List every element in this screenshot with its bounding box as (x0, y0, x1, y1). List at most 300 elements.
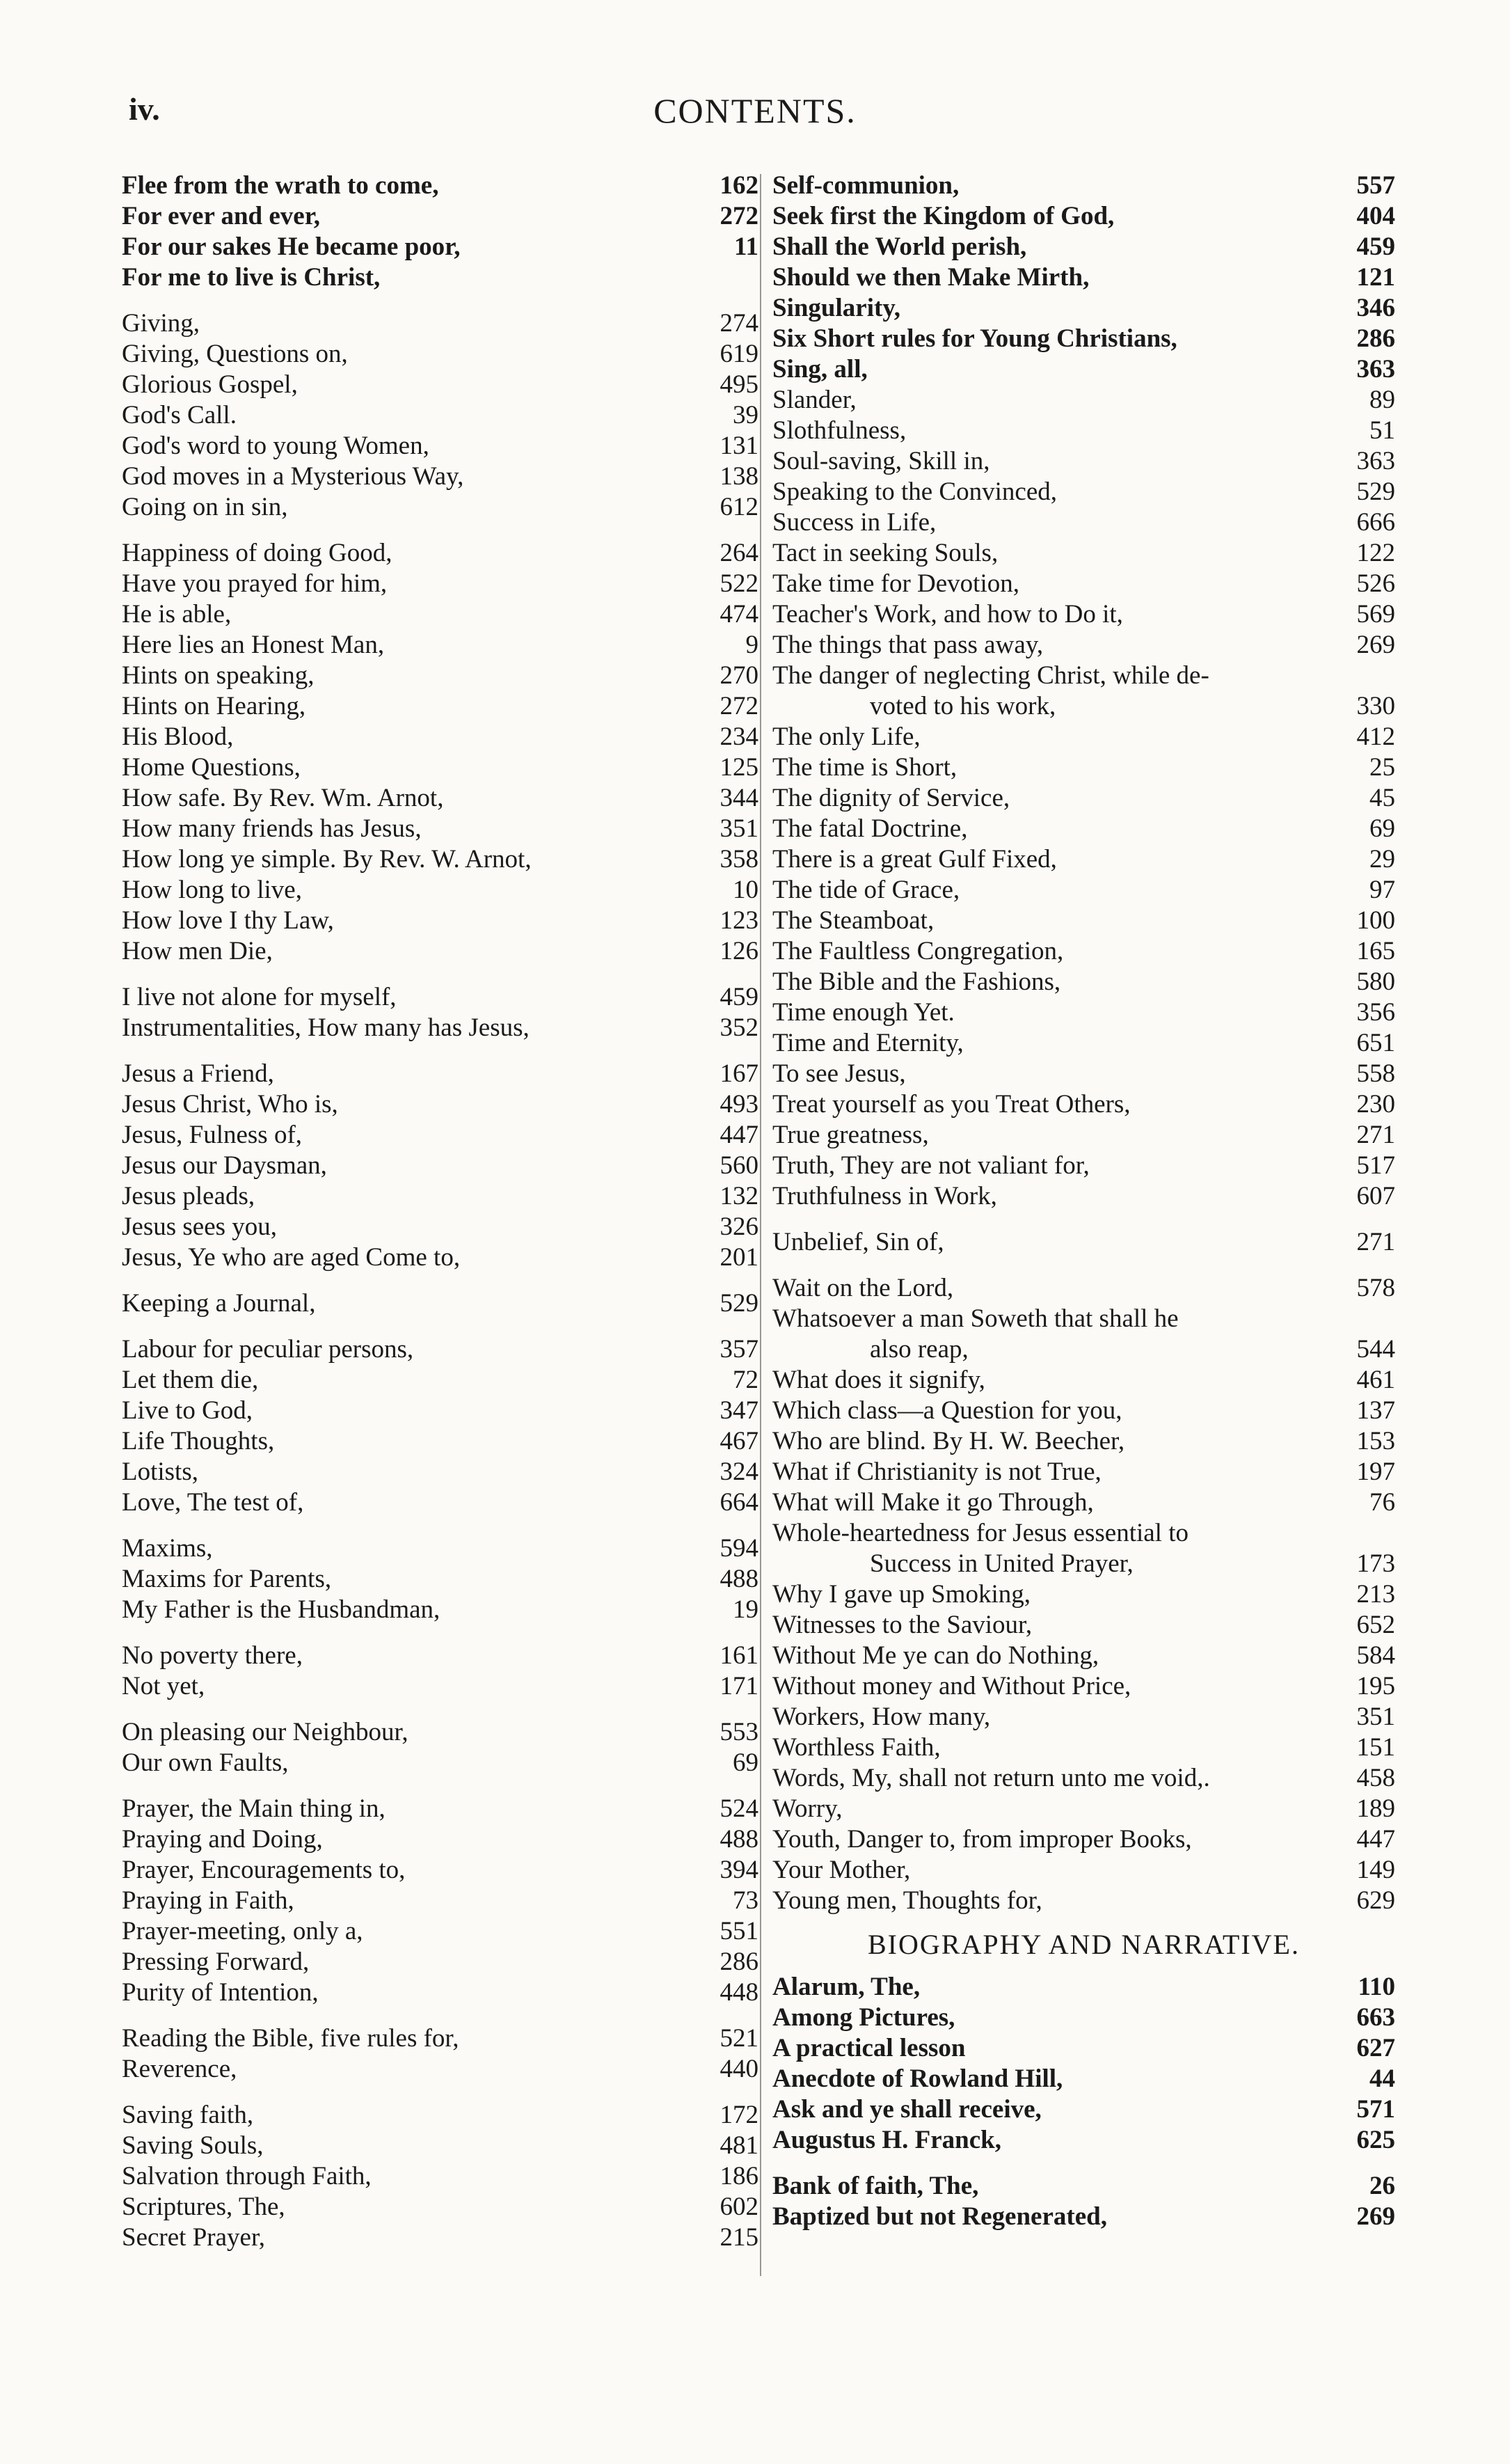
contents-entry (122, 492, 758, 523)
contents-entry (122, 370, 758, 400)
entry-title: voted to his work, (870, 692, 1056, 720)
entry-page-number: 578 (1356, 1274, 1395, 1302)
entry-title: Witnesses to the Saviour, (772, 1611, 1033, 1639)
contents-entry (122, 1212, 758, 1242)
entry-page-number: 404 (1356, 202, 1395, 230)
left-column (122, 171, 758, 2253)
entry-title: Truthfulness in Work, (772, 1182, 997, 1210)
entry-title: Unbelief, Sin of, (772, 1228, 944, 1256)
entry-title: Jesus pleads, (122, 1182, 255, 1210)
contents-entry (122, 1748, 758, 1778)
entry-title: Treat yourself as you Treat Others, (772, 1090, 1131, 1119)
contents-entry (122, 1151, 758, 1181)
contents-entry (772, 1855, 1395, 1886)
entry-title: His Blood, (122, 722, 234, 751)
contents-entry (122, 1824, 758, 1855)
contents-entry (122, 814, 758, 844)
entry-title: Words, My, shall not return unto me void,. (772, 1764, 1210, 1792)
entry-title: How long to live, (122, 876, 302, 904)
entry-page-number: 138 (720, 462, 758, 491)
contents-entry (772, 1732, 1395, 1763)
contents-entry (772, 477, 1395, 507)
contents-entry (122, 1457, 758, 1487)
entry-title: Reading the Bible, five rules for, (122, 2024, 459, 2053)
entry-title: Ask and ye shall receive, (772, 2095, 1042, 2124)
entry-page-number: 9 (745, 631, 758, 659)
entry-title: Have you prayed for him, (122, 569, 388, 598)
entry-page-number: 137 (1356, 1396, 1395, 1425)
entry-page-number: 488 (720, 1565, 758, 1593)
entry-page-number: 100 (1356, 906, 1395, 935)
entry-title: Success in Life, (772, 508, 937, 537)
entry-title: The danger of neglecting Christ, while de- (772, 661, 1209, 690)
entry-title: Seek first the Kingdom of God, (772, 202, 1115, 230)
entry-title: The tide of Grace, (772, 876, 960, 904)
entry-title: The Bible and the Fashions, (772, 968, 1061, 996)
group-spacer (122, 2085, 758, 2100)
entry-title: Speaking to the Convinced, (772, 477, 1057, 506)
entry-page-number: 664 (720, 1488, 758, 1517)
entry-title: Purity of Intention, (122, 1978, 319, 2007)
entry-title: I live not alone for myself, (122, 983, 397, 1011)
contents-entry (772, 1396, 1395, 1426)
contents-entry (122, 2100, 758, 2131)
entry-title: Giving, (122, 309, 200, 338)
entry-page-number: 10 (733, 876, 758, 904)
entry-page-number: 326 (720, 1213, 758, 1241)
contents-entry (772, 569, 1395, 599)
contents-entry (772, 1487, 1395, 1518)
entry-title: God's word to young Women, (122, 432, 429, 460)
entry-page-number: 186 (720, 2162, 758, 2190)
entry-page-number: 173 (1356, 1549, 1395, 1578)
contents-entry (772, 201, 1395, 232)
entry-title: Giving, Questions on, (122, 340, 348, 368)
entry-page-number: 195 (1356, 1672, 1395, 1700)
entry-title: Pressing Forward, (122, 1948, 310, 1976)
entry-page-number: 459 (720, 983, 758, 1011)
group-spacer (122, 2008, 758, 2023)
contents-entry (772, 752, 1395, 783)
entry-title: The Faultless Congregation, (772, 937, 1064, 965)
entry-title: Prayer-meeting, only a, (122, 1917, 363, 1945)
entry-title: For our sakes He became poor, (122, 232, 461, 261)
entry-title: Time and Eternity, (772, 1029, 964, 1057)
contents-entry (772, 1426, 1395, 1457)
contents-entry (122, 1181, 758, 1212)
contents-entry (122, 1059, 758, 1089)
entry-page-number: 271 (1356, 1121, 1395, 1149)
entry-title: Your Mother, (772, 1856, 911, 1884)
entry-title: Take time for Devotion, (772, 569, 1019, 598)
page-number: iv. (129, 91, 160, 127)
entry-page-number: 45 (1369, 784, 1395, 812)
contents-entry (122, 171, 758, 201)
entry-page-number: 526 (1356, 569, 1395, 598)
entry-title: Jesus a Friend, (122, 1059, 274, 1088)
contents-entry (122, 1855, 758, 1886)
entry-title: Tact in seeking Souls, (772, 539, 999, 567)
entry-page-number: 495 (720, 370, 758, 399)
contents-entry (772, 1671, 1395, 1702)
entry-page-number: 72 (733, 1366, 758, 1394)
entry-page-number: 529 (1356, 477, 1395, 506)
contents-entry (772, 2171, 1395, 2202)
entry-page-number: 351 (1356, 1703, 1395, 1731)
contents-entry (122, 201, 758, 232)
contents-entry (122, 538, 758, 569)
entry-page-number: 162 (720, 171, 758, 200)
entry-title: Worthless Faith, (772, 1733, 941, 1762)
contents-entry (772, 1518, 1395, 1549)
contents-entry (772, 1794, 1395, 1824)
entry-title: Labour for peculiar persons, (122, 1335, 414, 1364)
entry-page-number: 569 (1356, 600, 1395, 629)
entry-title: Why I gave up Smoking, (772, 1580, 1031, 1609)
entry-title: Anecdote of Rowland Hill, (772, 2064, 1063, 2093)
entry-page-number: 394 (720, 1856, 758, 1884)
contents-entry (772, 507, 1395, 538)
entry-title: Self-communion, (772, 171, 960, 200)
entry-page-number: 448 (720, 1978, 758, 2007)
entry-page-number: 269 (1356, 2202, 1395, 2231)
entry-page-number: 344 (720, 784, 758, 812)
entry-page-number: 358 (720, 845, 758, 874)
contents-entry (122, 2023, 758, 2054)
entry-title: How many friends has Jesus, (122, 814, 422, 843)
entry-page-number: 324 (720, 1458, 758, 1486)
contents-entry (772, 1273, 1395, 1304)
group-spacer (772, 1258, 1395, 1273)
entry-title: Flee from the wrath to come, (122, 171, 439, 200)
contents-entry (772, 875, 1395, 906)
entry-title: Whole-heartedness for Jesus essential to (772, 1519, 1189, 1547)
entry-title: Going on in sin, (122, 493, 288, 521)
contents-entry (772, 936, 1395, 967)
entry-page-number: 580 (1356, 968, 1395, 996)
entry-title: also reap, (870, 1335, 969, 1364)
contents-entry (122, 783, 758, 814)
contents-entry (122, 1717, 758, 1748)
entry-page-number: 286 (1356, 324, 1395, 353)
contents-entry (122, 599, 758, 630)
group-spacer (122, 1518, 758, 1533)
contents-entry (122, 232, 758, 262)
entry-page-number: 197 (1356, 1458, 1395, 1486)
contents-entry (772, 783, 1395, 814)
contents-entry (772, 1151, 1395, 1181)
entry-title: True greatness, (772, 1121, 929, 1149)
contents-entry (122, 936, 758, 967)
contents-entry (772, 2033, 1395, 2064)
entry-title: On pleasing our Neighbour, (122, 1718, 408, 1746)
entry-title: The only Life, (772, 722, 921, 751)
contents-entry (122, 2192, 758, 2222)
contents-entry (772, 171, 1395, 201)
contents-entry (772, 1365, 1395, 1396)
contents-entry (122, 2161, 758, 2192)
entry-page-number: 625 (1356, 2126, 1395, 2154)
entry-page-number: 481 (720, 2131, 758, 2160)
contents-entry (122, 1242, 758, 1273)
entry-page-number: 121 (1356, 263, 1395, 292)
section-heading: BIOGRAPHY AND NARRATIVE. (868, 1929, 1300, 1960)
contents-entry (122, 1288, 758, 1319)
entry-page-number: 131 (720, 432, 758, 460)
contents-entry (772, 844, 1395, 875)
entry-title: Young men, Thoughts for, (772, 1886, 1042, 1915)
entry-page-number: 25 (1369, 753, 1395, 782)
contents-entry (772, 1886, 1395, 1916)
contents-entry (122, 722, 758, 752)
entry-page-number: 629 (1356, 1886, 1395, 1915)
entry-title: Without money and Without Price, (772, 1672, 1131, 1700)
entry-title: A practical lesson (772, 2034, 966, 2062)
entry-title: Saving faith, (122, 2101, 254, 2129)
contents-entry (772, 2003, 1395, 2033)
contents-entry (122, 906, 758, 936)
entry-page-number: 264 (720, 539, 758, 567)
entry-page-number: 26 (1369, 2172, 1395, 2200)
entry-title: How safe. By Rev. Wm. Arnot, (122, 784, 444, 812)
contents-entry (772, 967, 1395, 997)
entry-title: Truth, They are not valiant for, (772, 1151, 1090, 1180)
contents-entry (122, 1365, 758, 1396)
entry-page-number: 149 (1356, 1856, 1395, 1884)
entry-page-number: 272 (720, 202, 758, 230)
entry-page-number: 627 (1356, 2034, 1395, 2062)
entry-page-number: 39 (733, 401, 758, 429)
contents-entry (772, 385, 1395, 416)
entry-title: Whatsoever a man Soweth that shall he (772, 1304, 1179, 1333)
entry-title: Wait on the Lord, (772, 1274, 954, 1302)
entry-page-number: 97 (1369, 876, 1395, 904)
contents-entry (122, 1089, 758, 1120)
group-spacer (122, 967, 758, 982)
entry-page-number: 89 (1369, 386, 1395, 414)
contents-entry (772, 1089, 1395, 1120)
entry-page-number: 619 (720, 340, 758, 368)
contents-entry (772, 1227, 1395, 1258)
entry-page-number: 651 (1356, 1029, 1395, 1057)
entry-page-number: 125 (720, 753, 758, 782)
entry-page-number: 286 (720, 1948, 758, 1976)
entry-title: Live to God, (122, 1396, 253, 1425)
contents-entry (122, 1641, 758, 1671)
entry-page-number: 607 (1356, 1182, 1395, 1210)
contents-entry (122, 1334, 758, 1365)
entry-page-number: 352 (720, 1013, 758, 1042)
entry-page-number: 553 (720, 1718, 758, 1746)
contents-entry (772, 722, 1395, 752)
entry-page-number: 44 (1369, 2064, 1395, 2093)
entry-title: What does it signify, (772, 1366, 985, 1394)
contents-entry (772, 2064, 1395, 2094)
entry-page-number: 652 (1356, 1611, 1395, 1639)
group-spacer (122, 1319, 758, 1334)
contents-entry (122, 1916, 758, 1947)
entry-title: Workers, How many, (772, 1703, 991, 1731)
entry-page-number: 571 (1356, 2095, 1395, 2124)
contents-entry (772, 1120, 1395, 1151)
entry-page-number: 584 (1356, 1641, 1395, 1670)
contents-entry (772, 661, 1395, 691)
entry-title: Prayer, the Main thing in, (122, 1794, 386, 1823)
group-spacer (772, 1212, 1395, 1227)
entry-page-number: 666 (1356, 508, 1395, 537)
entry-title: Augustus H. Franck, (772, 2126, 1001, 2154)
entry-page-number: 560 (720, 1151, 758, 1180)
entry-page-number: 467 (720, 1427, 758, 1455)
contents-entry (772, 1702, 1395, 1732)
entry-title: Praying and Doing, (122, 1825, 323, 1854)
entry-page-number: 357 (720, 1335, 758, 1364)
contents-entry (772, 232, 1395, 262)
entry-page-number: 474 (720, 600, 758, 629)
entry-page-number: 11 (734, 232, 758, 261)
group-spacer (122, 1273, 758, 1288)
entry-title: Bank of faith, The, (772, 2172, 979, 2200)
contents-entry (122, 1426, 758, 1457)
contents-entry (772, 538, 1395, 569)
contents-entry (122, 982, 758, 1013)
entry-page-number: 122 (1356, 539, 1395, 567)
entry-title: Salvation through Faith, (122, 2162, 372, 2190)
entry-title: Singularity, (772, 294, 901, 322)
contents-entry (772, 1763, 1395, 1794)
entry-page-number: 493 (720, 1090, 758, 1119)
contents-entry (122, 1977, 758, 2008)
entry-page-number: 458 (1356, 1764, 1395, 1792)
contents-entry (122, 1487, 758, 1518)
entry-title: Instrumentalities, How many has Jesus, (122, 1013, 530, 1042)
entry-page-number: 557 (1356, 171, 1395, 200)
entry-title: Success in United Prayer, (870, 1549, 1134, 1578)
entry-title: How men Die, (122, 937, 273, 965)
entry-title: The Steamboat, (772, 906, 935, 935)
contents-entry (122, 262, 758, 293)
contents-entry (772, 1549, 1395, 1579)
entry-title: No poverty there, (122, 1641, 303, 1670)
group-spacer (122, 523, 758, 538)
entry-title: Teacher's Work, and how to Do it, (772, 600, 1123, 629)
entry-title: Reverence, (122, 2055, 237, 2083)
entry-title: Slothfulness, (772, 416, 907, 445)
entry-title: Shall the World perish, (772, 232, 1027, 261)
entry-page-number: 461 (1356, 1366, 1395, 1394)
entry-title: Jesus sees you, (122, 1213, 278, 1241)
contents-entry (122, 2131, 758, 2161)
entry-title: Slander, (772, 386, 857, 414)
entry-title: Our own Faults, (122, 1748, 289, 1777)
contents-entry (772, 2125, 1395, 2156)
contents-entry (122, 1013, 758, 1043)
entry-page-number: 126 (720, 937, 758, 965)
entry-title: He is able, (122, 600, 232, 629)
entry-page-number: 269 (1356, 631, 1395, 659)
entry-title: Scriptures, The, (122, 2193, 285, 2221)
entry-title: To see Jesus, (772, 1059, 906, 1088)
contents-entry (772, 262, 1395, 293)
contents-entry (772, 2202, 1395, 2232)
entry-title: For me to live is Christ, (122, 263, 381, 292)
entry-page-number: 19 (733, 1595, 758, 1624)
entry-title: Saving Souls, (122, 2131, 264, 2160)
entry-page-number: 272 (720, 692, 758, 720)
contents-entry (122, 1794, 758, 1824)
entry-page-number: 69 (1369, 814, 1395, 843)
entry-title: God moves in a Mysterious Way, (122, 462, 464, 491)
entry-title: Six Short rules for Young Christians, (772, 324, 1177, 353)
contents-entry (122, 844, 758, 875)
contents-entry (122, 1120, 758, 1151)
contents-entry (122, 661, 758, 691)
contents-entry (772, 630, 1395, 661)
entry-title: Jesus, Ye who are aged Come to, (122, 1243, 461, 1272)
page-title: CONTENTS. (653, 91, 857, 130)
entry-title: The time is Short, (772, 753, 957, 782)
contents-entry (772, 324, 1395, 354)
entry-page-number: 594 (720, 1534, 758, 1563)
entry-page-number: 73 (733, 1886, 758, 1915)
contents-entry (772, 354, 1395, 385)
entry-title: Sing, all, (772, 355, 868, 384)
contents-entry (122, 1595, 758, 1625)
entry-page-number: 274 (720, 309, 758, 338)
entry-title: Without Me ye can do Nothing, (772, 1641, 1099, 1670)
entry-page-number: 215 (720, 2223, 758, 2252)
entry-title: What will Make it go Through, (772, 1488, 1094, 1517)
entry-page-number: 151 (1356, 1733, 1395, 1762)
entry-page-number: 440 (720, 2055, 758, 2083)
contents-entry (122, 2222, 758, 2253)
contents-entry (122, 1564, 758, 1595)
entry-title: Hints on speaking, (122, 661, 315, 690)
entry-title: What if Christianity is not True, (772, 1458, 1102, 1486)
contents-entry (772, 1059, 1395, 1089)
entry-page-number: 234 (720, 722, 758, 751)
entry-page-number: 412 (1356, 722, 1395, 751)
entry-page-number: 347 (720, 1396, 758, 1425)
entry-page-number: 488 (720, 1825, 758, 1854)
contents-entry (122, 339, 758, 370)
contents-entry (122, 691, 758, 722)
entry-page-number: 524 (720, 1794, 758, 1823)
entry-page-number: 69 (733, 1748, 758, 1777)
entry-title: Maxims for Parents, (122, 1565, 332, 1593)
entry-title: Time enough Yet. (772, 998, 955, 1027)
entry-page-number: 551 (720, 1917, 758, 1945)
entry-page-number: 612 (720, 493, 758, 521)
contents-entry (122, 308, 758, 339)
contents-entry (122, 1533, 758, 1564)
entry-title: My Father is the Husbandman, (122, 1595, 440, 1624)
contents-entry (772, 997, 1395, 1028)
entry-page-number: 447 (720, 1121, 758, 1149)
entry-page-number: 123 (720, 906, 758, 935)
contents-entry (772, 1181, 1395, 1212)
contents-entry (122, 461, 758, 492)
entry-title: Worry, (772, 1794, 843, 1823)
contents-entry (122, 630, 758, 661)
entry-page-number: 459 (1356, 232, 1395, 261)
entry-page-number: 447 (1356, 1825, 1395, 1854)
entry-page-number: 271 (1356, 1228, 1395, 1256)
entry-page-number: 517 (1356, 1151, 1395, 1180)
entry-page-number: 521 (720, 2024, 758, 2053)
entry-title: Who are blind. By H. W. Beecher, (772, 1427, 1125, 1455)
contents-entry (772, 599, 1395, 630)
